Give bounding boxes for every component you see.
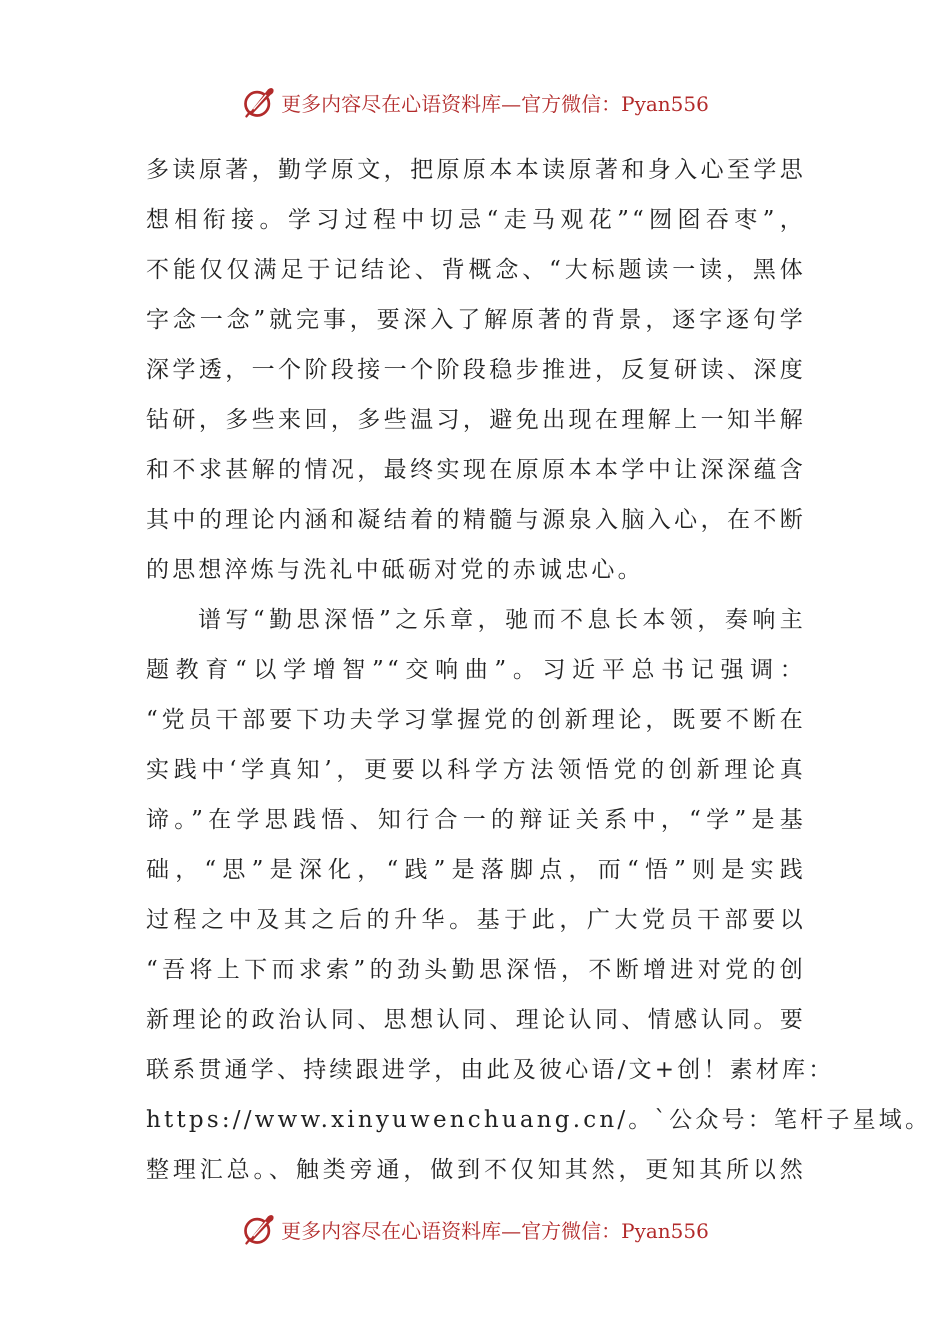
text-line: “党员干部要下功夫学习掌握党的创新理论，既要不断在 (146, 707, 806, 733)
quill-pen-logo-icon (241, 84, 277, 120)
header-text: 更多内容尽在心语资料库—官方微信：Pyan556 (281, 91, 709, 116)
document-body (146, 145, 932, 1195)
text-line: 多读原著，勤学原文，把原原本本读原著和身入心至学思 (146, 157, 806, 183)
text-line: 整理汇总。、触类旁通，做到不仅知其然，更知其所以然 (146, 1157, 806, 1183)
text-line: 题教育“以学增智”“交响曲”。习近平总书记强调： (146, 657, 806, 683)
text-line: 联系贯通学、持续跟进学，由此及彼心语/文+创！素材库： (146, 1057, 835, 1083)
text-line: 不能仅仅满足于记结论、背概念、“大标题读一读，黑体 (146, 257, 806, 283)
text-line: 其中的理论内涵和凝结着的精髓与源泉入脑入心，在不断 (146, 507, 806, 533)
footer-banner (0, 1207, 950, 1251)
text-line: 深学透，一个阶段接一个阶段稳步推进，反复研读、深度 (146, 357, 806, 383)
footer-text: 更多内容尽在心语资料库—官方微信：Pyan556 (281, 1218, 709, 1243)
text-line: 过程之中及其之后的升华。基于此，广大党员干部要以 (146, 907, 806, 933)
text-line: 和不求甚解的情况，最终实现在原原本本学中让深深蕴含 (146, 457, 806, 483)
paragraph-first-line: 谱写“勤思深悟”之乐章，驰而不息长本领，奏响主 (198, 607, 806, 633)
text-line: 础，“思”是深化，“践”是落脚点，而“悟”则是实践 (146, 857, 806, 883)
text-line: 字念一念”就完事，要深入了解原著的背景，逐字逐句学 (146, 307, 806, 333)
text-line: 新理论的政治认同、思想认同、理论认同、情感认同。要 (146, 1007, 806, 1033)
header-banner (0, 80, 950, 124)
text-line: 的思想淬炼与洗礼中砥砺对党的赤诚忠心。 (146, 557, 644, 583)
text-line: 钻研，多些来回，多些温习，避免出现在理解上一知半解 (146, 407, 806, 433)
text-line: 想相衔接。学习过程中切忌“走马观花”“囫囵吞枣”， (146, 207, 806, 233)
text-line: “吾将上下而求索”的劲头勤思深悟，不断增进对党的创 (146, 957, 806, 983)
quill-pen-logo-icon (241, 1211, 277, 1247)
text-line: 实践中‘学真知’，更要以科学方法领悟党的创新理论真 (146, 757, 806, 783)
text-line-url: https://www.xinyuwenchuang.cn/。`公众号：笔杆子星域。 (146, 1107, 932, 1133)
text-line: 谛。”在学思践悟、知行合一的辩证关系中，“学”是基 (146, 807, 806, 833)
